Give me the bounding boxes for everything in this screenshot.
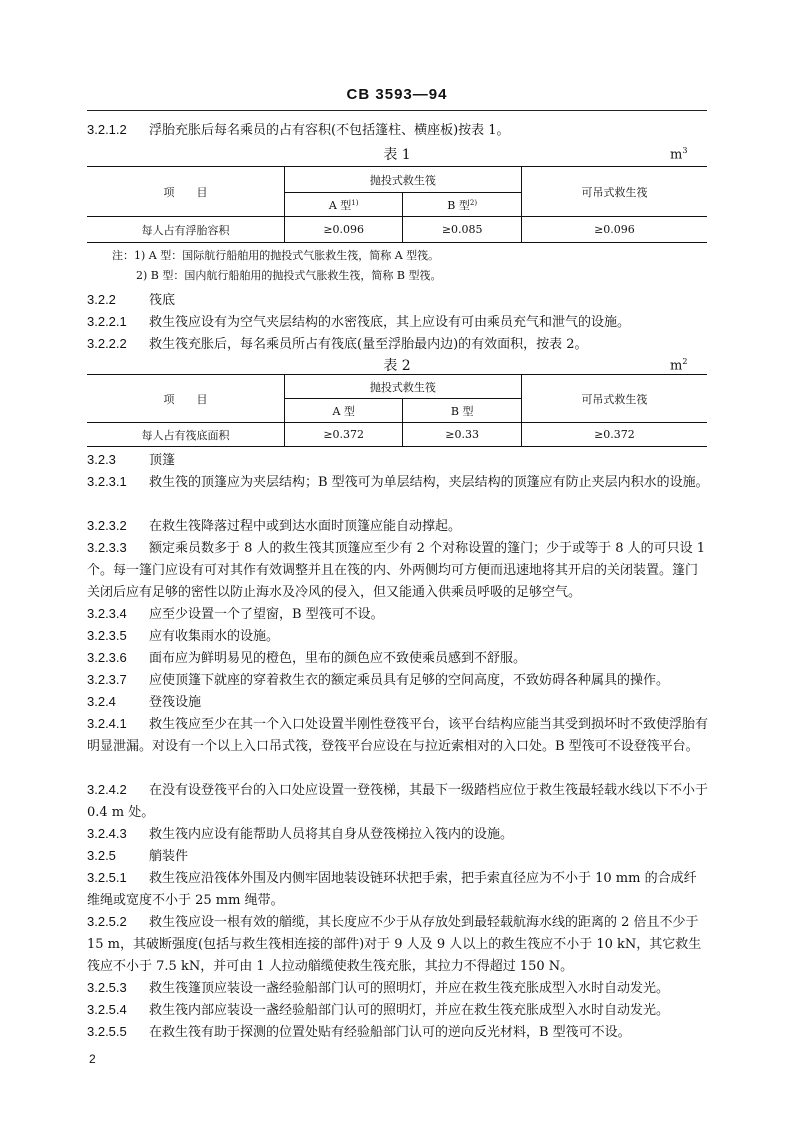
table-1-note-1: 注：1) A 型：国际航行船舶用的抛投式气胀救生筏，简称 A 型筏。 bbox=[112, 249, 440, 262]
clause-3-2-3-7 bbox=[87, 669, 709, 692]
clause-number: 3.2.4.1 bbox=[87, 716, 127, 731]
clause-number: 3.2.5.2 bbox=[87, 914, 127, 929]
clause-3-2-4-3 bbox=[87, 823, 709, 846]
table-cell-value-b: ≥0.33 bbox=[403, 423, 521, 447]
clause-number: 3.2.4.2 bbox=[87, 782, 127, 797]
clause-3-2-5-3 bbox=[87, 977, 709, 1000]
subheader-a-label: A 型 bbox=[328, 198, 352, 212]
clause-number: 3.2.3.4 bbox=[87, 606, 127, 621]
clause-number: 3.2.3.7 bbox=[87, 672, 127, 687]
clause-text: 在救生筏有助于探测的位置处贴有经验船部门认可的逆向反光材料，B 型筏可不设。 bbox=[149, 1025, 631, 1040]
clause-3-2-4 bbox=[87, 691, 709, 714]
clause-3-2-2-1 bbox=[87, 311, 709, 334]
clause-3-2-5-5 bbox=[87, 1021, 709, 1044]
table-subheader-a bbox=[284, 193, 403, 217]
clause-number: 3.2.2 bbox=[87, 292, 116, 307]
clause-text: 应使顶篷下就座的穿着救生衣的额定乘员具有足够的空间高度，不致妨碍各种属具的操作。 bbox=[149, 673, 670, 688]
clause-3-2-3-1 bbox=[87, 471, 709, 494]
table-1 bbox=[87, 166, 707, 243]
clause-text: 救生筏内部应装设一盏经验船部门认可的照明灯，并应在救生筏充胀成型入水时自动发光。 bbox=[149, 1003, 670, 1018]
clause-3-2-2 bbox=[87, 289, 709, 312]
clause-3-2-2-2 bbox=[87, 333, 709, 356]
table-header-throw-raft: 抛投式救生筏 bbox=[284, 167, 521, 193]
table-row-label: 每人占有筏底面积 bbox=[87, 423, 284, 447]
clause-text: 救生筏的顶篷应为夹层结构；B 型筏可为单层结构，夹层结构的顶篷应有防止夹层内积水的设施。 bbox=[149, 475, 709, 490]
unit-symbol: m bbox=[670, 147, 683, 163]
clause-3-2-5-4 bbox=[87, 999, 709, 1022]
clause-number: 3.2.2.1 bbox=[87, 314, 127, 329]
clause-3-2-3-2 bbox=[87, 515, 709, 538]
table-subheader-b: B 型 bbox=[403, 399, 521, 423]
clause-number: 3.2.3 bbox=[87, 452, 116, 467]
clause-text: 应有收集雨水的设施。 bbox=[149, 629, 280, 644]
table-cell-value-davit: ≥0.096 bbox=[521, 217, 707, 243]
clause-number: 3.2.4.3 bbox=[87, 826, 127, 841]
clause-number: 3.2.4 bbox=[87, 694, 116, 709]
clause-text: 救生筏内应设有能帮助人员将其自身从登筏梯拉入筏内的设施。 bbox=[149, 827, 514, 842]
table-2 bbox=[87, 374, 707, 447]
clause-heading: 登筏设施 bbox=[149, 695, 202, 710]
table-header-item: 项 目 bbox=[87, 167, 284, 217]
table-2-caption: 表 2 bbox=[383, 358, 411, 374]
clause-text: 救生筏篷顶应装设一盏经验船部门认可的照明灯，并应在救生筏充胀成型入水时自动发光。 bbox=[149, 981, 670, 996]
table-cell-value-a: ≥0.096 bbox=[284, 217, 403, 243]
clause-text: 额定乘员数多于 8 人的救生筏其顶篷应至少有 2 个对称设置的篷门；少于或等于 8 人的可只设 1 个。每一篷门应设有可对其作有效调整并且在筏的内、外两侧均可方便而迅速地将其开启的关闭装置。篷门关闭后应有足够的密性以防止海水及冷风的侵入，但又能通入供乘员呼吸的足够空气。 bbox=[87, 541, 706, 600]
unit-exponent: 2 bbox=[682, 357, 688, 366]
table-cell-value-b: ≥0.085 bbox=[403, 217, 522, 243]
clause-number: 3.2.3.5 bbox=[87, 628, 127, 643]
table-2-unit bbox=[670, 357, 687, 373]
unit-exponent: 3 bbox=[682, 146, 688, 155]
clause-text: 救生筏应至少在其一个入口处设置半刚性登筏平台，该平台结构应能当其受到损坏时不致使浮胎有明显泄漏。对设有一个以上入口吊式筏，登筏平台应设在与拉近索相对的入口处。B 型筏可不设登筏平台。 bbox=[87, 717, 709, 754]
clause-3-2-3-6 bbox=[87, 647, 709, 670]
table-cell-value-a: ≥0.372 bbox=[284, 423, 403, 447]
table-1-caption: 表 1 bbox=[383, 147, 411, 163]
table-header-item: 项 目 bbox=[87, 375, 284, 423]
table-1-unit bbox=[670, 146, 687, 162]
page-number: 2 bbox=[89, 1052, 96, 1066]
clause-number: 3.2.5.3 bbox=[87, 980, 127, 995]
clause-number: 3.2.2.2 bbox=[87, 336, 127, 351]
clause-3-2-3 bbox=[87, 449, 709, 472]
clause-number: 3.2.3.1 bbox=[87, 474, 127, 489]
clause-text: 在没有设登筏平台的入口处应设置一登筏梯，其最下一级踏档应位于救生筏最轻载水线以下不小于 0.4 m 处。 bbox=[87, 783, 709, 820]
footnote-ref-2: 2) bbox=[469, 198, 478, 207]
table-header-throw-raft: 抛投式救生筏 bbox=[284, 375, 521, 399]
header-rule bbox=[87, 110, 707, 111]
clause-text: 浮胎充胀后每名乘员的占有容积(不包括篷柱、横座板)按表 1。 bbox=[149, 123, 510, 138]
clause-3-2-1-2 bbox=[87, 119, 709, 142]
clause-number: 3.2.5.1 bbox=[87, 870, 127, 885]
clause-3-2-4-1 bbox=[87, 713, 709, 758]
clause-number: 3.2.5 bbox=[87, 848, 116, 863]
clause-3-2-3-5 bbox=[87, 625, 709, 648]
clause-text: 面布应为鲜明易见的橙色，里布的颜色应不致使乘员感到不舒服。 bbox=[149, 651, 527, 666]
clause-text: 在救生筏降落过程中或到达水面时顶篷应能自动撑起。 bbox=[149, 519, 462, 534]
clause-text: 救生筏应设一根有效的艏缆，其长度应不少于从存放处到最轻载航海水线的距离的 2 倍且不少于 15 m，其破断强度(包括与救生筏相连接的部件)对于 9 人及 9 人以上的救生筏应不小于 10 kN，其它救生筏应不小于 7.5 kN，并可由 1 人拉动艏缆使救生筏充胀，其拉力不得超过 150 N。 bbox=[87, 915, 702, 974]
table-subheader-b bbox=[403, 193, 522, 217]
clause-3-2-5-1 bbox=[87, 867, 709, 912]
clause-3-2-5 bbox=[87, 845, 709, 868]
clause-text: 应至少设置一个了望窗，B 型筏可不设。 bbox=[149, 607, 384, 622]
clause-number: 3.2.5.5 bbox=[87, 1024, 127, 1039]
clause-number: 3.2.5.4 bbox=[87, 1002, 127, 1017]
clause-text: 救生筏应设有为空气夹层结构的水密筏底，其上应设有可由乘员充气和泄气的设施。 bbox=[149, 315, 631, 330]
footnote-ref-1: 1) bbox=[351, 198, 359, 207]
clause-number: 3.2.3.2 bbox=[87, 518, 127, 533]
clause-number: 3.2.3.6 bbox=[87, 650, 127, 665]
table-header-davit-raft: 可吊式救生筏 bbox=[521, 375, 707, 423]
clause-heading: 艄装件 bbox=[149, 849, 189, 864]
clause-3-2-3-4 bbox=[87, 603, 709, 626]
table-subheader-a: A 型 bbox=[284, 399, 403, 423]
clause-heading: 顶篷 bbox=[149, 453, 176, 468]
table-header-davit-raft: 可吊式救生筏 bbox=[521, 167, 707, 217]
clause-number: 3.2.3.3 bbox=[87, 540, 127, 555]
clause-text: 救生筏充胀后，每名乘员所占有筏底(量至浮胎最内边)的有效面积，按表 2。 bbox=[149, 337, 588, 352]
clause-3-2-4-2 bbox=[87, 779, 709, 824]
clause-3-2-3-3 bbox=[87, 537, 709, 604]
clause-text: 救生筏应沿筏体外围及内侧牢固地装设链环状把手索，把手索直径应为不小于 10 mm 的合成纤维绳或宽度不小于 25 mm 绳带。 bbox=[87, 871, 697, 908]
unit-symbol: m bbox=[670, 358, 683, 374]
clause-3-2-5-2 bbox=[87, 911, 709, 978]
document-code-header: CB 3593—94 bbox=[346, 86, 448, 103]
subheader-b-label: B 型 bbox=[447, 198, 470, 212]
table-row-label: 每人占有浮胎容积 bbox=[87, 217, 284, 243]
table-cell-value-davit: ≥0.372 bbox=[521, 423, 707, 447]
clause-number: 3.2.1.2 bbox=[87, 122, 127, 137]
table-1-note-2: 2) B 型：国内航行船舶用的抛投式气胀救生筏，简称 B 型筏。 bbox=[136, 269, 442, 282]
clause-heading: 筏底 bbox=[149, 293, 176, 308]
